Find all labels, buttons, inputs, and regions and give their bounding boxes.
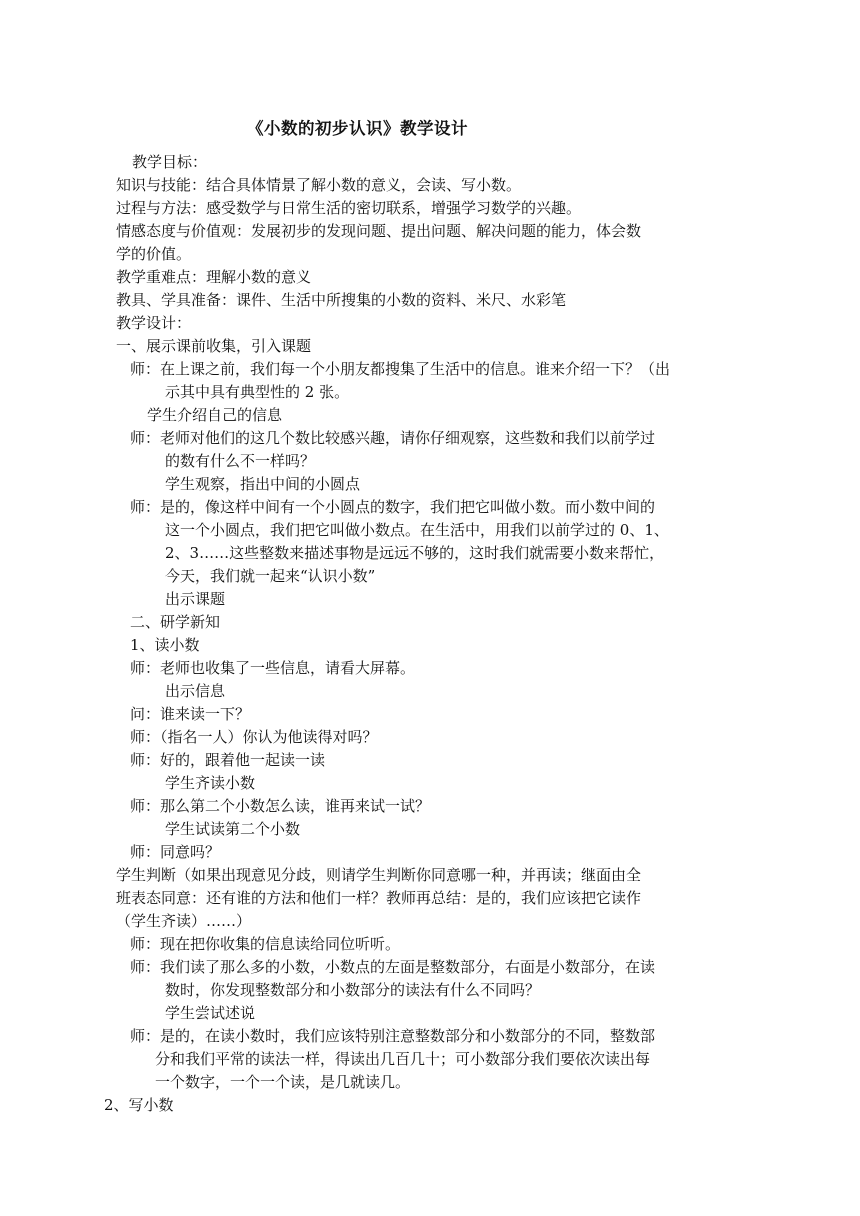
- text-line: 情感态度与价值观：发展初步的发现问题、提出问题、解决问题的能力，体会数: [116, 222, 642, 240]
- text-line: 2、写小数: [104, 1096, 174, 1114]
- text-line: 出示信息: [165, 682, 226, 700]
- text-line: 这一个小圆点，我们把它叫做小数点。在生活中，用我们以前学过的 0、1、: [165, 521, 669, 539]
- text-line: 师：同意吗？: [130, 843, 221, 861]
- text-line: 分和我们平常的读法一样，得读出几百几十；可小数部分我们要依次读出每: [155, 1050, 651, 1068]
- text-line: 师：老师对他们的这几个数比较感兴趣，请你仔细观察，这些数和我们以前学过: [130, 429, 656, 447]
- text-line: 师：是的，在读小数时，我们应该特别注意整数部分和小数部分的不同，整数部: [130, 1027, 656, 1045]
- text-line: 1、读小数: [130, 636, 200, 654]
- text-line: 学生观察，指出中间的小圆点: [165, 475, 361, 493]
- text-line: 师：（指名一人）你认为他读得对吗？: [130, 728, 378, 746]
- text-line: 出示课题: [165, 590, 226, 608]
- text-line: 教学设计：: [116, 314, 192, 332]
- text-line: 学生尝试述说: [165, 1004, 256, 1022]
- text-line: 学生齐读小数: [165, 774, 256, 792]
- text-line: 教具、学具准备：课件、生活中所搜集的小数的资料、米尺、水彩笔: [116, 291, 567, 309]
- text-line: 师：在上课之前，我们每一个小朋友都搜集了生活中的信息。谁来介绍一下？（出: [130, 360, 671, 378]
- text-line: 二、研学新知: [130, 613, 221, 631]
- text-line: 学生试读第二个小数: [165, 820, 301, 838]
- text-line: （学生齐读）……）: [116, 912, 252, 930]
- text-line: 师：我们读了那么多的小数，小数点的左面是整数部分，右面是小数部分，在读: [130, 958, 656, 976]
- text-line: 问：谁来读一下？: [130, 705, 251, 723]
- text-line: 过程与方法：感受数学与日常生活的密切联系，增强学习数学的兴趣。: [116, 199, 582, 217]
- text-line: 2、3……这些整数来描述事物是远远不够的，这时我们就需要小数来帮忙，: [165, 544, 665, 562]
- text-line: 教学重难点：理解小数的意义: [116, 268, 312, 286]
- text-line: 班表态同意：还有谁的方法和他们一样？教师再总结：是的，我们应该把它读作: [116, 889, 642, 907]
- text-line: 师：是的，像这样中间有一个小圆点的数字，我们把它叫做小数。而小数中间的: [130, 498, 656, 516]
- text-line: 学生介绍自己的信息: [147, 406, 283, 424]
- text-line: 今天，我们就一起来“认识小数”: [165, 567, 376, 585]
- text-line: 师：老师也收集了一些信息，请看大屏幕。: [130, 659, 416, 677]
- text-line: 学生判断（如果出现意见分歧，则请学生判断你同意哪一种，并再读；继面由全: [116, 866, 642, 884]
- text-line: 师：现在把你收集的信息读给同位听听。: [130, 935, 401, 953]
- text-line: 学的价值。: [116, 245, 192, 263]
- text-line: 一个数字，一个一个读，是几就读几。: [155, 1073, 411, 1091]
- text-line: 的数有什么不一样吗？: [165, 452, 316, 470]
- text-line: 教学目标：: [132, 153, 208, 171]
- text-line: 一、展示课前收集，引入课题: [116, 337, 312, 355]
- document-title: 《小数的初步认识》教学设计: [247, 119, 468, 138]
- text-line: 师：那么第二个小数怎么读，谁再来试一试？: [130, 797, 431, 815]
- text-line: 知识与技能：结合具体情景了解小数的意义，会读、写小数。: [116, 176, 522, 194]
- text-line: 师：好的，跟着他一起读一读: [130, 751, 326, 769]
- text-line: 数时，你发现整数部分和小数部分的读法有什么不同吗？: [165, 981, 541, 999]
- text-line: 示其中具有典型性的 2 张。: [165, 383, 350, 401]
